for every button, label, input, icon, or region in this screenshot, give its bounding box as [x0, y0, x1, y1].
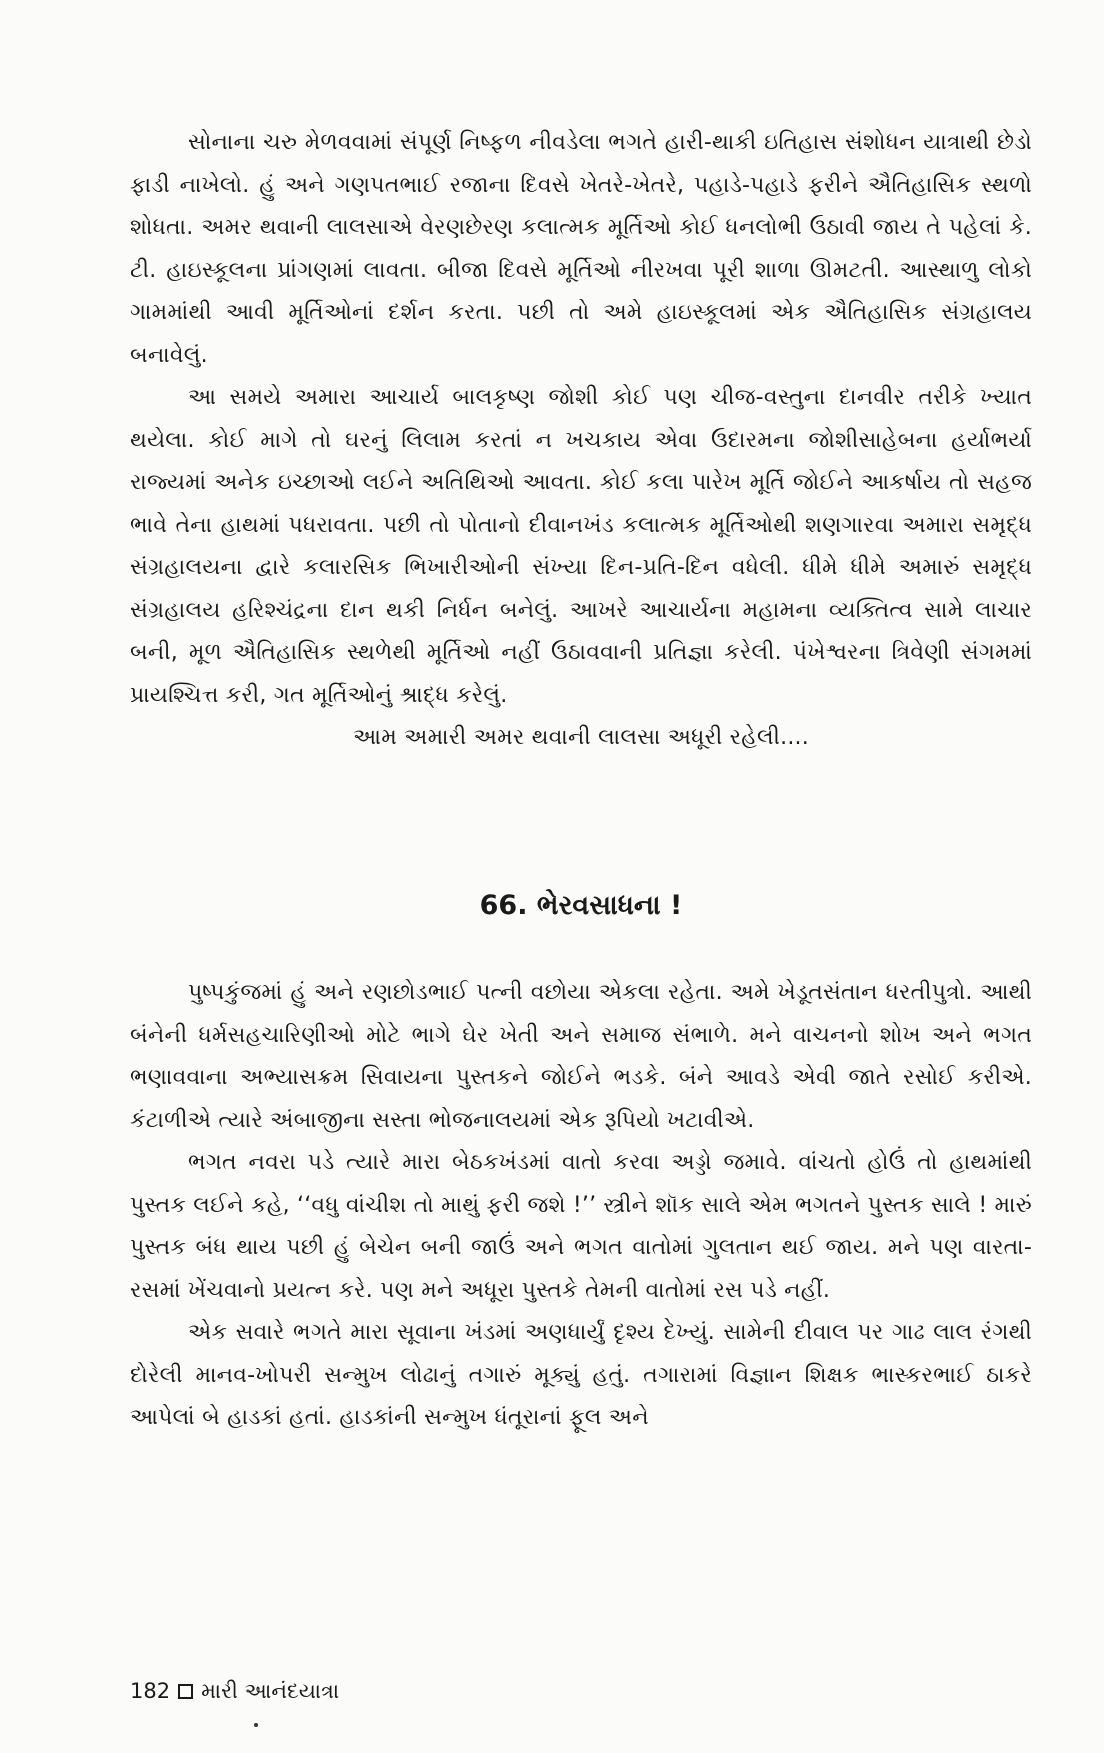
section-1-text	[130, 122, 1032, 760]
section-2-text	[130, 972, 1032, 1440]
paragraph: પુષ્પકુંજમાં હું અને રણછોડભાઈ પત્ની વછોયા એકલા રહેતા. અમે ખેડૂતસંતાન ધરતીપુત્રો. આથી બંનેની ધર્મસહચારિણીઓ મોટે ભાગે ઘેર ખેતી અને સમાજ સંભાળે. મને વાચનનો શોખ અને ભગત ભણાવવાના અભ્યાસક્રમ સિવાયના પુસ્તકને જોઈને ભડકે. બંને આવડે એવી જાતે રસોઈ કરીએ. કંટાળીએ ત્યારે અંબાજીના સસ્તા ભોજનાલયમાં એક રૂપિયો ખટાવીએ.	[130, 980, 1032, 1133]
book-title: મારી આનંદયાત્રા	[201, 1679, 340, 1703]
paragraph: ભગત નવરા પડે ત્યારે મારા બેઠકખંડમાં વાતો કરવા અડ્ડો જમાવે. વાંચતો હોઉં તો હાથમાંથી પુસ્તક લઈને કહે, ‘‘વધુ વાંચીશ તો માથું ફરી જશે !’’ સ્ત્રીને શૉક સાલે એમ ભગતને પુસ્તક સાલે ! મારું પુસ્તક બંધ થાય પછી હું બેચેન બની જાઉં અને ભગત વાતોમાં ગુલતાન થઈ જાય. મને પણ વારતા-રસમાં ખેંચવાનો પ્રયત્ન કરે. પણ મને અધૂરા પુસ્તકે તેમની વાતોમાં રસ પડે નહીં.	[130, 1150, 1032, 1303]
chapter-heading: 66. ભેરવસાધના !	[479, 890, 683, 921]
square-box-icon	[178, 1684, 193, 1699]
page-footer	[130, 1676, 339, 1706]
print-dot-mark	[254, 1723, 258, 1727]
paragraph: એક સવારે ભગતે મારા સૂવાના ખંડમાં અણધાર્યું દૃશ્ય દેખ્યું. સામેની દીવાલ પર ગાઢ લાલ રંગથી દોરેલી માનવ-ખોપરી સન્મુખ લોઢાનું તગારું મૂક્યું હતું. તગારામાં વિજ્ઞાન શિક્ષક ભાસ્કરભાઈ ઠાકરે આપેલાં બે હાડકાં હતાં. હાડકાંની સન્મુખ ધંતૂરાનાં ફૂલ અને	[130, 1320, 1032, 1430]
closing-line: આમ અમારી અમર થવાની લાલસા અધૂરી રહેલી....	[353, 725, 809, 750]
page-number: 182	[130, 1679, 171, 1703]
paragraph: આ સમયે અમારા આચાર્ય બાલકૃષ્ણ જોશી કોઈ પણ ચીજ-વસ્તુના દાનવીર તરીકે ખ્યાત થયેલા. કોઈ માગે તો ઘરનું લિલામ કરતાં ન ખચકાય એવા ઉદારમના જોશીસાહેબના હર્યાભર્યા રાજ્યમાં અનેક ઇચ્છાઓ લઈને અતિથિઓ આવતા. કોઈ કલા પારેખ મૂર્તિ જોઈને આકર્ષાય તો સહજ ભાવે તેના હાથમાં પધરાવતા. પછી તો પોતાનો દીવાનખંડ કલાત્મક મૂર્તિઓથી શણગારવા અમારા સમૃદ્ધ સંગ્રહાલયના દ્વારે કલારસિક ભિખારીઓની સંખ્યા દિન-પ્રતિ-દિન વધેલી. ધીમે ધીમે અમારું સમૃદ્ધ સંગ્રહાલય હરિશ્ચંદ્રના દાન થકી નિર્ધન બનેલું. આખરે આચાર્યના મહામના વ્યક્તિત્વ સામે લાચાર બની, મૂળ ઐતિહાસિક સ્થળેથી મૂર્તિઓ નહીં ઉઠાવવાની પ્રતિજ્ઞા કરેલી. પંખેશ્વરના ત્રિવેણી સંગમમાં પ્રાયશ્ચિત્ત કરી, ગત મૂર્તિઓનું શ્રાદ્ધ કરેલું.	[130, 385, 1032, 708]
paragraph: સોનાના ચરુ મેળવવામાં સંપૂર્ણ નિષ્ફળ નીવડેલા ભગતે હારી-થાકી ઇતિહાસ સંશોધન યાત્રાથી છેડો ફાડી નાખેલો. હું અને ગણપતભાઈ રજાના દિવસે ખેતરે-ખેતરે, પહાડે-પહાડે ફરીને ઐતિહાસિક સ્થળો શોધતા. અમર થવાની લાલસાએ વેરણછેરણ કલાત્મક મૂર્તિઓ કોઈ ધનલોભી ઉઠાવી જાય તે પહેલાં કે. ટી. હાઇસ્કૂલના પ્રાંગણમાં લાવતા. બીજા દિવસે મૂર્તિઓ નીરખવા પૂરી શાળા ઊમટતી. આસ્થાળુ લોકો ગામમાંથી આવી મૂર્તિઓનાં દર્શન કરતા. પછી તો અમે હાઇસ્કૂલમાં એક ઐતિહાસિક સંગ્રહાલય બનાવેલું.	[130, 130, 1032, 368]
